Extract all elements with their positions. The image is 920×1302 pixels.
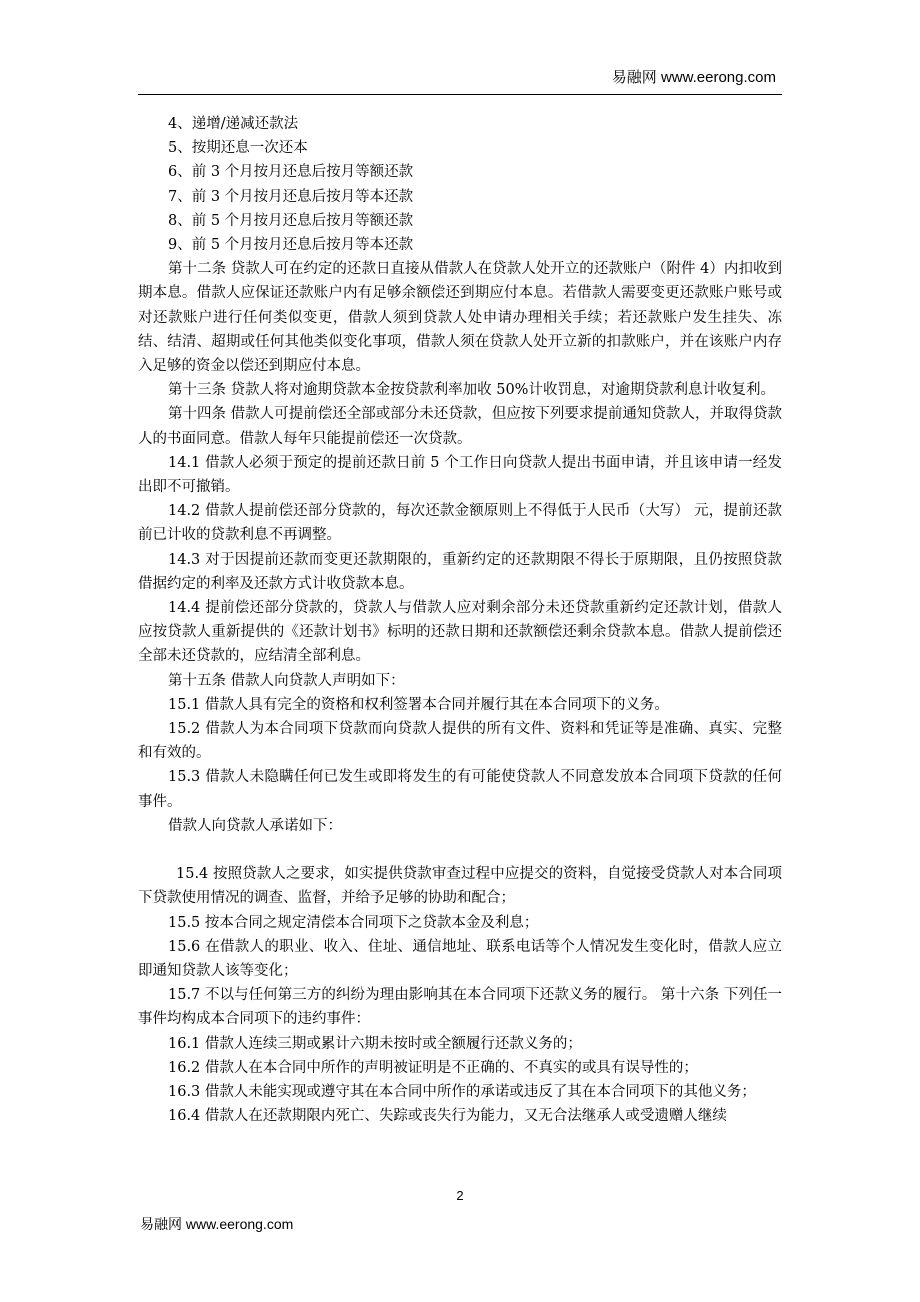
clause-16-1: 16.1 借款人连续三期或累计六期未按时或全额履行还款义务的；	[168, 1035, 582, 1052]
paragraph: 4、递增/递减还款法	[168, 116, 299, 132]
paragraph: 6、前 3 个月按月还息后按月等额还款	[168, 164, 414, 181]
clause-14-3: 14.3 对于因提前还款而变更还款期限的，重新约定的还款期限不得长于原期限，且仍按照贷款借据约定的利率及还款方式计收贷款本息。	[138, 551, 782, 592]
clause-15-6: 15.6 在借款人的职业、收入、住址、通信地址、联系电话等个人情况发生变化时，借款人应立即通知贷款人该等变化；	[138, 938, 782, 979]
clause-14-1: 14.1 借款人必须于预定的提前还款日前 5 个工作日向贷款人提出书面申请，并且该申请一经发出即不可撤销。	[138, 454, 782, 496]
document-body	[138, 112, 782, 1128]
page-number: 2	[456, 1188, 464, 1203]
clause-15-4: 15.4 按照贷款人之要求，如实提供贷款审查过程中应提交的资料，自觉接受贷款人对本合同项下贷款使用情况的调查、监督，并给予足够的协助和配合；	[138, 866, 782, 907]
clause-15-2: 15.2 借款人为本合同项下贷款而向贷款人提供的所有文件、资料和凭证等是准确、真实、完整和有效的。	[138, 721, 782, 762]
article-15: 第十五条 借款人向贷款人声明如下：	[168, 672, 405, 689]
clause-15-1: 15.1 借款人具有完全的资格和权利签署本合同并履行其在本合同项下的义务。	[168, 696, 669, 713]
clause-16-2: 16.2 借款人在本合同中所作的声明被证明是不正确的、不真实的或具有误导性的；	[168, 1059, 698, 1076]
clause-15-3: 15.3 借款人未隐瞒任何已发生或即将发生的有可能使贷款人不同意发放本合同项下贷款的任何事件。	[138, 769, 782, 810]
article-13: 第十三条 贷款人将对逾期贷款本金按贷款利率加收 50%计收罚息，对逾期贷款利息计收复利。	[168, 382, 775, 399]
article-14: 第十四条 借款人可提前偿还全部或部分未还贷款，但应按下列要求提前通知贷款人，并取得贷款人的书面同意。借款人每年只能提前偿还一次贷款。	[138, 406, 782, 447]
paragraph: 5、按期还息一次还本	[168, 140, 308, 157]
paragraph: 9、前 5 个月按月还息后按月等本还款	[168, 237, 414, 254]
paragraph: 7、前 3 个月按月还息后按月等本还款	[168, 188, 414, 205]
clause-16-3: 16.3 借款人未能实现或遵守其在本合同中所作的承诺或违反了其在本合同项下的其他义务；	[168, 1083, 756, 1100]
clause-14-2: 14.2 借款人提前偿还部分贷款的，每次还款金额原则上不得低于人民币（大写） 元，提前还款前已计收的贷款利息不再调整。	[138, 503, 782, 544]
clause-15-5: 15.5 按本合同之规定清偿本合同项下之贷款本金及利息；	[168, 914, 539, 931]
page-footer: 易融网 www.eerong.com	[140, 1216, 294, 1232]
clause-15-7: 15.7 不以与任何第三方的纠纷为理由影响其在本合同项下还款义务的履行。 第十六条 下列任一事件均构成本合同项下的违约事件：	[138, 987, 782, 1028]
clause-14-4: 14.4 提前偿还部分贷款的，贷款人与借款人应对剩余部分未还贷款重新约定还款计划，借款人应按贷款人重新提供的《还款计划书》标明的还款日期和还款额偿还剩余贷款本息。借款人提前偿还全部未还贷款的，应结清全部利息。	[138, 600, 782, 665]
clause-16-4: 16.4 借款人在还款期限内死亡、失踪或丧失行为能力，又无合法继承人或受遗赠人继续	[168, 1108, 727, 1125]
paragraph: 8、前 5 个月按月还息后按月等额还款	[168, 212, 414, 229]
page-header	[138, 62, 782, 95]
header-site-name: 易融网 www.eerong.com	[611, 69, 776, 86]
article-12: 第十二条 贷款人可在约定的还款日直接从借款人在贷款人处开立的还款账户（附件 4）内扣收到期本息。借款人应保证还款账户内有足够余额偿还到期应付本息。若借款人需要变更还款账户账号或对还款账户进行任何类似变更，借款人须到贷款人处申请办理相关手续；若还款账户发生挂失、冻结、结清、超期或任何其他类似变化事项，借款人须在贷款人处开立新的扣款账户，并在该账户内存入足够的资金以偿还到期应付本息。	[138, 261, 782, 375]
borrower-commitments-heading: 借款人向贷款人承诺如下：	[168, 817, 342, 834]
